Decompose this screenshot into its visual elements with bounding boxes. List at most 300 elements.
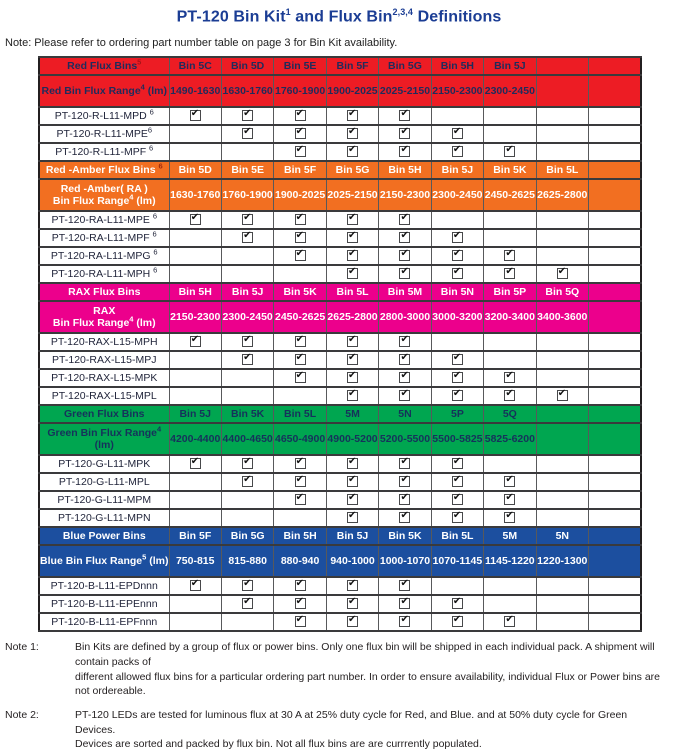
checkbox-checked-icon <box>347 250 358 261</box>
flux-range-cell: 1760-1900 <box>221 179 273 211</box>
empty-cell <box>589 369 642 387</box>
check-cell <box>274 491 326 509</box>
part-number-footnote-ref: 6 <box>149 143 154 153</box>
green-part-number-row <box>39 509 641 527</box>
checkbox-checked-icon <box>557 268 568 279</box>
flux-range-label: Red Bin Flux Range$^4$ (lm) <box>39 75 169 107</box>
header-footnote-ref: 5 <box>137 57 142 67</box>
bin-header-cell: 5N <box>536 527 588 545</box>
empty-cell <box>536 333 588 351</box>
empty-cell <box>169 265 221 283</box>
checkbox-checked-icon <box>504 268 515 279</box>
flux-range-cell: 5825-6200 <box>484 423 536 455</box>
checkbox-checked-icon <box>452 354 463 365</box>
empty-cell <box>536 247 588 265</box>
checkbox-checked-icon <box>452 232 463 243</box>
check-cell <box>379 595 431 613</box>
checkbox-checked-icon <box>347 616 358 627</box>
check-cell <box>536 265 588 283</box>
flux-range-cell: 940-1000 <box>326 545 378 577</box>
rax-part-number-row <box>39 333 641 351</box>
check-cell <box>221 577 273 595</box>
part-number-cell: PT-120-RA-L11-MPG $^6$ <box>39 247 169 265</box>
check-cell <box>431 491 483 509</box>
check-cell <box>431 455 483 473</box>
check-cell <box>484 491 536 509</box>
checkbox-checked-icon <box>242 110 253 121</box>
checkbox-checked-icon <box>347 390 358 401</box>
flux-range-cell: 1900-2025 <box>274 179 326 211</box>
checkbox-checked-icon <box>295 128 306 139</box>
check-cell <box>326 455 378 473</box>
empty-cell <box>536 143 588 161</box>
check-cell <box>221 473 273 491</box>
bin-header-cell: Bin 5H <box>431 57 483 75</box>
checkbox-checked-icon <box>557 390 568 401</box>
empty-cell <box>536 211 588 229</box>
empty-cell <box>589 333 642 351</box>
flux-range-label: Blue Bin Flux Range$^5$ (lm) <box>39 545 169 577</box>
check-cell <box>431 509 483 527</box>
empty-cell <box>221 143 273 161</box>
check-cell <box>274 577 326 595</box>
red-amber-part-number-row <box>39 247 641 265</box>
check-cell <box>379 265 431 283</box>
range-footnote-ref: 4 <box>140 82 145 92</box>
red-part-number-row <box>39 107 641 125</box>
flux-range-label: Red -Amber( RA ) Bin Flux Range$^4$ (lm) <box>39 179 169 211</box>
checkbox-checked-icon <box>452 128 463 139</box>
checkbox-checked-icon <box>347 598 358 609</box>
checkbox-checked-icon <box>347 232 358 243</box>
bin-header-cell: 5M <box>484 527 536 545</box>
empty-cell <box>536 107 588 125</box>
check-cell <box>379 107 431 125</box>
footnotes <box>5 640 678 752</box>
flux-range-cell: 3400-3600 <box>536 301 588 333</box>
flux-range-cell: 1145-1220 <box>484 545 536 577</box>
empty-header-cell <box>589 405 642 423</box>
part-number-cell: PT-120-RA-L11-MPE $^6$ <box>39 211 169 229</box>
empty-cell <box>431 107 483 125</box>
check-cell <box>379 491 431 509</box>
bin-header-cell: Bin 5L <box>536 161 588 179</box>
check-cell <box>379 211 431 229</box>
checkbox-checked-icon <box>452 494 463 505</box>
green-part-number-row <box>39 455 641 473</box>
part-number-cell: PT-120-R-L11-MPD $^6$ <box>39 107 169 125</box>
checkbox-checked-icon <box>504 616 515 627</box>
empty-cell <box>536 577 588 595</box>
empty-cell <box>536 455 588 473</box>
bin-header-cell: Bin 5E <box>274 57 326 75</box>
flux-range-cell: 2150-2300 <box>379 179 431 211</box>
checkbox-checked-icon <box>295 372 306 383</box>
flux-range-cell: 750-815 <box>169 545 221 577</box>
check-cell <box>379 333 431 351</box>
flux-range-cell: 5200-5500 <box>379 423 431 455</box>
check-cell <box>326 229 378 247</box>
check-cell <box>431 613 483 631</box>
checkbox-checked-icon <box>399 268 410 279</box>
check-cell <box>484 143 536 161</box>
checkbox-checked-icon <box>504 146 515 157</box>
empty-cell <box>536 491 588 509</box>
empty-cell <box>484 577 536 595</box>
checkbox-checked-icon <box>242 128 253 139</box>
check-cell <box>169 211 221 229</box>
part-number-cell: PT-120-B-L11-EPFnnn <box>39 613 169 631</box>
check-cell <box>326 143 378 161</box>
check-cell <box>326 577 378 595</box>
empty-range-cell <box>589 423 642 455</box>
checkbox-checked-icon <box>504 390 515 401</box>
bin-header-cell: Bin 5G <box>326 161 378 179</box>
part-number-cell: PT-120-RAX-L15-MPK <box>39 369 169 387</box>
bin-header-cell: Bin 5J <box>169 405 221 423</box>
bin-header-cell: Bin 5H <box>274 527 326 545</box>
empty-cell <box>221 491 273 509</box>
empty-header-cell <box>536 405 588 423</box>
empty-cell <box>169 143 221 161</box>
check-cell <box>379 229 431 247</box>
range-footnote-ref: 4 <box>129 314 134 324</box>
check-cell <box>169 107 221 125</box>
empty-cell <box>221 613 273 631</box>
empty-cell <box>536 351 588 369</box>
check-cell <box>326 107 378 125</box>
footnote-line: different allowed flux bins for a particular ordering part number. In order to ensure availability, individual Flux or Power bins are not ordereable. <box>75 670 660 698</box>
blue-part-number-row <box>39 577 641 595</box>
note-text: Please refer to ordering part number table on page 3 for Bin Kit availability. <box>34 37 398 50</box>
checkbox-checked-icon <box>399 232 410 243</box>
footnote-text <box>75 708 669 752</box>
bin-header-cell: Bin 5K <box>379 527 431 545</box>
flux-range-cell: 2625-2800 <box>326 301 378 333</box>
bin-header-cell: Bin 5D <box>169 161 221 179</box>
checkbox-checked-icon <box>504 494 515 505</box>
checkbox-checked-icon <box>347 580 358 591</box>
check-cell <box>169 333 221 351</box>
part-number-cell: PT-120-G-L11-MPN <box>39 509 169 527</box>
bin-header-cell: 5Q <box>484 405 536 423</box>
header-footnote-ref: 6 <box>158 161 163 171</box>
empty-cell <box>169 473 221 491</box>
empty-cell <box>274 265 326 283</box>
empty-cell <box>536 613 588 631</box>
checkbox-checked-icon <box>452 268 463 279</box>
flux-range-cell: 2450-2625 <box>274 301 326 333</box>
check-cell <box>326 333 378 351</box>
flux-range-cell: 4650-4900 <box>274 423 326 455</box>
checkbox-checked-icon <box>399 512 410 523</box>
flux-range-cell: 1490-1630 <box>169 75 221 107</box>
checkbox-checked-icon <box>452 250 463 261</box>
blue-flux-range-row <box>39 545 641 577</box>
part-number-cell: PT-120-B-L11-EPDnnn <box>39 577 169 595</box>
checkbox-checked-icon <box>399 336 410 347</box>
footnote-label: Note 2: <box>5 709 39 722</box>
check-cell <box>221 595 273 613</box>
empty-cell <box>221 369 273 387</box>
checkbox-checked-icon <box>399 598 410 609</box>
checkbox-checked-icon <box>504 250 515 261</box>
footnote-line: Devices are sorted and packed by flux bin. Not all flux bins are are currrently populated. <box>75 738 482 751</box>
bin-header-cell: Bin 5J <box>431 161 483 179</box>
green-part-number-row <box>39 491 641 509</box>
empty-cell <box>589 211 642 229</box>
check-cell <box>431 369 483 387</box>
empty-cell <box>484 455 536 473</box>
blue-section-header-row <box>39 527 641 545</box>
check-cell <box>221 351 273 369</box>
empty-cell <box>169 125 221 143</box>
check-cell <box>431 473 483 491</box>
part-number-cell: PT-120-B-L11-EPEnnn <box>39 595 169 613</box>
checkbox-checked-icon <box>295 598 306 609</box>
part-number-cell: PT-120-RA-L11-MPH $^6$ <box>39 265 169 283</box>
checkbox-checked-icon <box>399 458 410 469</box>
title-superscript: 2,3,4 <box>392 7 414 17</box>
empty-cell <box>484 107 536 125</box>
bin-header-cell: Bin 5H <box>169 283 221 301</box>
empty-cell <box>589 455 642 473</box>
check-cell <box>431 351 483 369</box>
empty-cell <box>536 125 588 143</box>
section-header-label: Blue Power Bins <box>39 527 169 545</box>
flux-range-cell: 1220-1300 <box>536 545 588 577</box>
bin-header-cell: Bin 5G <box>379 57 431 75</box>
part-number-cell: PT-120-G-L11-MPM <box>39 491 169 509</box>
bin-header-cell: Bin 5G <box>221 527 273 545</box>
flux-range-cell: 3000-3200 <box>431 301 483 333</box>
check-cell <box>221 333 273 351</box>
checkbox-checked-icon <box>242 580 253 591</box>
check-cell <box>484 387 536 405</box>
section-header-label: Red -Amber Flux Bins $^6$ <box>39 161 169 179</box>
red-amber-part-number-row <box>39 265 641 283</box>
empty-cell <box>589 577 642 595</box>
green-section-header-row <box>39 405 641 423</box>
check-cell <box>274 613 326 631</box>
empty-cell <box>589 473 642 491</box>
part-number-cell: PT-120-RA-L11-MPF $^6$ <box>39 229 169 247</box>
check-cell <box>326 387 378 405</box>
check-cell <box>221 229 273 247</box>
check-cell <box>274 333 326 351</box>
bin-header-cell: Bin 5K <box>484 161 536 179</box>
check-cell <box>484 247 536 265</box>
check-cell <box>379 387 431 405</box>
part-number-cell: PT-120-RAX-L15-MPH <box>39 333 169 351</box>
checkbox-checked-icon <box>399 128 410 139</box>
empty-cell <box>169 491 221 509</box>
checkbox-checked-icon <box>347 110 358 121</box>
check-cell <box>221 211 273 229</box>
section-header-label: Red Flux Bins$^5$ <box>39 57 169 75</box>
check-cell <box>379 455 431 473</box>
checkbox-checked-icon <box>295 336 306 347</box>
checkbox-checked-icon <box>504 512 515 523</box>
footnote-text <box>75 640 669 699</box>
check-cell <box>431 247 483 265</box>
red-part-number-row <box>39 143 641 161</box>
bin-header-cell: Bin 5F <box>326 57 378 75</box>
red-amber-part-number-row <box>39 229 641 247</box>
check-cell <box>326 473 378 491</box>
checkbox-checked-icon <box>399 616 410 627</box>
check-cell <box>326 595 378 613</box>
bin-header-cell: Bin 5N <box>431 283 483 301</box>
red-amber-part-number-row <box>39 211 641 229</box>
bin-header-cell: Bin 5L <box>431 527 483 545</box>
empty-range-cell <box>536 423 588 455</box>
check-cell <box>326 351 378 369</box>
blue-part-number-row <box>39 595 641 613</box>
empty-cell <box>221 247 273 265</box>
bin-header-cell: Bin 5K <box>221 405 273 423</box>
checkbox-checked-icon <box>347 354 358 365</box>
check-cell <box>379 577 431 595</box>
red-amber-section-header-row <box>39 161 641 179</box>
check-cell <box>379 247 431 265</box>
check-cell <box>379 473 431 491</box>
bin-header-cell: Bin 5J <box>326 527 378 545</box>
empty-cell <box>589 509 642 527</box>
check-cell <box>326 125 378 143</box>
check-cell <box>274 125 326 143</box>
checkbox-checked-icon <box>190 336 201 347</box>
check-cell <box>431 229 483 247</box>
bin-header-cell: Bin 5J <box>221 283 273 301</box>
flux-range-cell: 1900-2025 <box>326 75 378 107</box>
part-number-footnote-ref: 6 <box>149 107 154 117</box>
check-cell <box>274 351 326 369</box>
blue-part-number-row <box>39 613 641 631</box>
bin-header-cell: 5N <box>379 405 431 423</box>
checkbox-checked-icon <box>190 214 201 225</box>
empty-cell <box>169 351 221 369</box>
checkbox-checked-icon <box>399 214 410 225</box>
check-cell <box>484 613 536 631</box>
checkbox-checked-icon <box>295 250 306 261</box>
flux-range-cell: 2300-2450 <box>221 301 273 333</box>
checkbox-checked-icon <box>295 354 306 365</box>
check-cell <box>169 577 221 595</box>
check-cell <box>379 125 431 143</box>
bin-header-cell: Bin 5F <box>169 527 221 545</box>
flux-range-cell: 880-940 <box>274 545 326 577</box>
empty-cell <box>484 351 536 369</box>
red-section-header-row <box>39 57 641 75</box>
flux-range-cell: 4200-4400 <box>169 423 221 455</box>
part-number-cell: PT-120-G-L11-MPK <box>39 455 169 473</box>
bin-header-cell: Bin 5L <box>274 405 326 423</box>
footnote-2 <box>5 708 678 752</box>
check-cell <box>274 473 326 491</box>
bin-header-cell: Bin 5E <box>221 161 273 179</box>
part-number-cell: PT-120-R-L11-MPF $^6$ <box>39 143 169 161</box>
flux-range-cell: 2300-2450 <box>431 179 483 211</box>
check-cell <box>379 613 431 631</box>
checkbox-checked-icon <box>452 390 463 401</box>
section-header-label: RAX Flux Bins <box>39 283 169 301</box>
check-cell <box>221 455 273 473</box>
title-superscript: 1 <box>285 7 291 17</box>
checkbox-checked-icon <box>504 372 515 383</box>
part-number-cell: PT-120-R-L11-MPE$^6$ <box>39 125 169 143</box>
empty-cell <box>221 509 273 527</box>
checkbox-checked-icon <box>452 458 463 469</box>
empty-cell <box>536 595 588 613</box>
check-cell <box>326 613 378 631</box>
empty-header-cell <box>589 161 642 179</box>
checkbox-checked-icon <box>347 146 358 157</box>
checkbox-checked-icon <box>347 512 358 523</box>
checkbox-checked-icon <box>452 512 463 523</box>
flux-range-cell: 2150-2300 <box>431 75 483 107</box>
checkbox-checked-icon <box>347 268 358 279</box>
checkbox-checked-icon <box>399 250 410 261</box>
check-cell <box>326 211 378 229</box>
flux-range-cell: 3200-3400 <box>484 301 536 333</box>
empty-cell <box>274 509 326 527</box>
empty-cell <box>589 107 642 125</box>
checkbox-checked-icon <box>190 458 201 469</box>
red-amber-flux-range-row <box>39 179 641 211</box>
checkbox-checked-icon <box>242 476 253 487</box>
empty-range-cell <box>589 301 642 333</box>
flux-range-cell: 2025-2150 <box>379 75 431 107</box>
check-cell <box>274 143 326 161</box>
empty-cell <box>589 613 642 631</box>
empty-header-cell <box>536 57 588 75</box>
check-cell <box>431 387 483 405</box>
footnote-line: PT-120 LEDs are tested for luminous flux at 30 A at 25% duty cycle for Red, and Blue. and at 50% duty cycle for Green Devices. <box>75 709 628 736</box>
bin-header-cell: Bin 5D <box>221 57 273 75</box>
part-number-footnote-ref: 6 <box>147 125 153 135</box>
checkbox-checked-icon <box>399 354 410 365</box>
section-header-label: Green Flux Bins <box>39 405 169 423</box>
checkbox-checked-icon <box>347 476 358 487</box>
bin-header-cell: Bin 5H <box>379 161 431 179</box>
checkbox-checked-icon <box>399 110 410 121</box>
checkbox-checked-icon <box>295 616 306 627</box>
flux-range-cell: 1760-1900 <box>274 75 326 107</box>
check-cell <box>379 351 431 369</box>
red-part-number-row <box>39 125 641 143</box>
empty-cell <box>169 369 221 387</box>
flux-range-cell: 4900-5200 <box>326 423 378 455</box>
flux-range-cell: 1070-1145 <box>431 545 483 577</box>
flux-range-cell: 2150-2300 <box>169 301 221 333</box>
page-title <box>0 0 678 26</box>
checkbox-checked-icon <box>242 214 253 225</box>
checkbox-checked-icon <box>399 372 410 383</box>
checkbox-checked-icon <box>347 214 358 225</box>
flux-range-cell: 2025-2150 <box>326 179 378 211</box>
flux-range-cell: 2800-3000 <box>379 301 431 333</box>
check-cell <box>326 369 378 387</box>
part-number-footnote-ref: 6 <box>152 211 157 221</box>
check-cell <box>326 265 378 283</box>
empty-header-cell <box>589 57 642 75</box>
checkbox-checked-icon <box>452 476 463 487</box>
checkbox-checked-icon <box>242 354 253 365</box>
checkbox-checked-icon <box>347 372 358 383</box>
flux-range-label: RAX Bin Flux Range$^4$ (lm) <box>39 301 169 333</box>
flux-range-cell: 2625-2800 <box>536 179 588 211</box>
